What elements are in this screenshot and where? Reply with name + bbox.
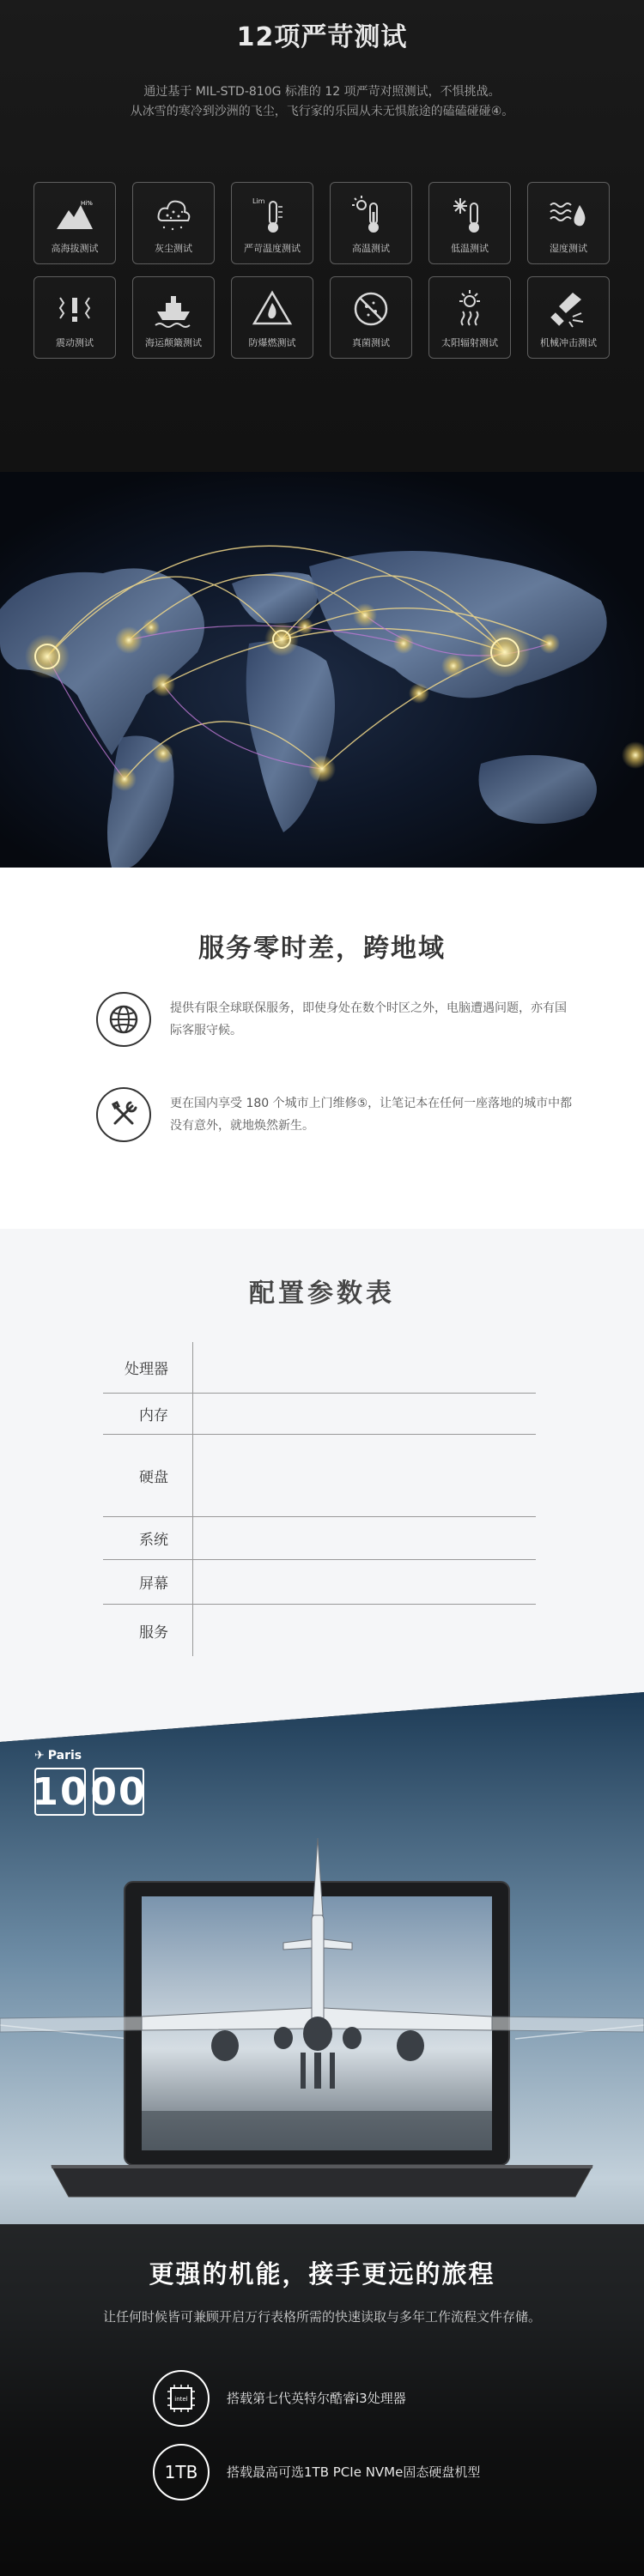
fungus-icon: [349, 287, 392, 330]
test-label: 低温测试: [451, 243, 489, 254]
tests-description: 通过基于 MIL-STD-810G 标准的 12 项严苛对照测试，不惧挑战。 从冰雪的寒冷到沙洲的飞尘，飞行家的乐园从未无惧旅途的磕磕碰碰④。: [130, 85, 514, 118]
tests-grid: [33, 182, 611, 359]
mountain-icon: [53, 193, 96, 236]
spec-value: [193, 1560, 536, 1604]
service-section: [0, 868, 644, 1229]
service-item-onsite-repair: [96, 1087, 577, 1147]
spec-value: [193, 1435, 536, 1516]
test-card-altitude: [33, 182, 116, 264]
spec-key: 系统: [103, 1517, 193, 1559]
thermometer-limit-icon: [251, 193, 294, 236]
test-card-low-temp: [428, 182, 511, 264]
feature-storage: [153, 2444, 548, 2502]
spec-key: 处理器: [103, 1342, 193, 1393]
low-temp-icon: [448, 193, 491, 236]
clock-digits: [32, 1768, 147, 1816]
test-label: 海运颠簸测试: [145, 337, 202, 348]
tools-icon: [96, 1087, 151, 1142]
spec-section: [0, 1229, 644, 1692]
test-card-fungus: [330, 276, 412, 359]
spec-value: [193, 1517, 536, 1559]
test-card-limit-temp: [231, 182, 313, 264]
intel-chip-icon: [153, 2370, 210, 2427]
spec-value: [193, 1342, 536, 1393]
spec-row-os: [103, 1517, 536, 1560]
test-label: 灰尘测试: [155, 243, 192, 254]
spec-key: 硬盘: [103, 1435, 193, 1516]
test-label: 震动测试: [56, 337, 94, 348]
humidity-icon: [547, 193, 590, 236]
ssd-icon: 1TB: [153, 2444, 210, 2500]
clock-city: ✈ Paris: [34, 1749, 82, 1763]
test-label: 湿度测试: [550, 243, 587, 254]
test-label: 机械冲击测试: [540, 337, 597, 348]
tests-title: 12项严苛测试: [236, 22, 408, 52]
test-card-high-temp: [330, 182, 412, 264]
feature-cpu: [153, 2370, 548, 2428]
spec-key: 屏幕: [103, 1560, 193, 1604]
test-card-dust: [132, 182, 215, 264]
spec-key: 服务: [103, 1605, 193, 1656]
spec-row-display: [103, 1560, 536, 1605]
fire-warning-icon: [251, 287, 294, 330]
tests-section: [0, 0, 644, 472]
globe-icon: [96, 992, 151, 1047]
vibration-icon: [53, 287, 96, 330]
test-card-shock: [527, 276, 610, 359]
test-card-explosion: [231, 276, 313, 359]
world-map-image: [0, 472, 644, 868]
test-label: 严苛温度测试: [244, 243, 301, 254]
test-label: 真菌测试: [352, 337, 390, 348]
service-title: 服务零时差，跨地域: [198, 934, 446, 964]
svg-text:intel: intel: [174, 2396, 188, 2403]
test-card-humidity: [527, 182, 610, 264]
performance-section: [0, 1692, 644, 2576]
spec-title: 配置参数表: [249, 1279, 395, 1309]
service-text: 更在国内享受 180 个城市上门维修⑤，让笔记本在任何一座落地的城市中都没有意外，就地焕然新生。: [170, 1097, 573, 1133]
test-label: 太阳辐射测试: [441, 337, 498, 348]
spec-value: [193, 1394, 536, 1434]
spec-row-cpu: [103, 1342, 536, 1394]
clock-widget: [32, 1749, 147, 1816]
service-item-global-warranty: [96, 992, 577, 1052]
spec-row-service: [103, 1605, 536, 1656]
feature-text: 搭载第七代英特尔酷睿i3处理器: [227, 2391, 406, 2406]
sun-radiation-icon: [448, 287, 491, 330]
dust-icon: [152, 193, 195, 236]
svg-text:Hi%: Hi%: [81, 200, 93, 207]
feature-text: 搭载最高可选1TB PCIe NVMe固态硬盘机型: [227, 2464, 481, 2480]
ship-icon: [152, 287, 195, 330]
performance-title: 更强的机能，接手更远的旅程: [149, 2259, 495, 2289]
airplane-icon: ✈: [34, 1749, 45, 1763]
spec-row-memory: [103, 1394, 536, 1435]
test-card-ship: [132, 276, 215, 359]
svg-text:Lim: Lim: [252, 197, 265, 205]
clock-minutes: 00: [93, 1768, 144, 1816]
test-label: 防爆燃测试: [248, 337, 296, 348]
world-map-section: [0, 472, 644, 868]
spec-value: [193, 1605, 536, 1656]
test-label: 高温测试: [352, 243, 390, 254]
spec-key: 内存: [103, 1394, 193, 1434]
service-text: 提供有限全球联保服务，即使身处在数个时区之外，电脑遭遇问题，亦有国际客服守候。: [170, 1001, 567, 1037]
spec-row-storage: [103, 1435, 536, 1517]
high-temp-icon: [349, 193, 392, 236]
test-card-vibration: [33, 276, 116, 359]
mechanical-shock-icon: [547, 287, 590, 330]
spec-table: [103, 1342, 536, 1656]
clock-hours: 10: [34, 1768, 86, 1816]
test-label: 高海拔测试: [51, 243, 99, 254]
performance-subtitle: 让任何时候皆可兼顾开启万行表格所需的快速读取与多年工作流程文件存储。: [102, 2309, 541, 2325]
test-card-solar: [428, 276, 511, 359]
